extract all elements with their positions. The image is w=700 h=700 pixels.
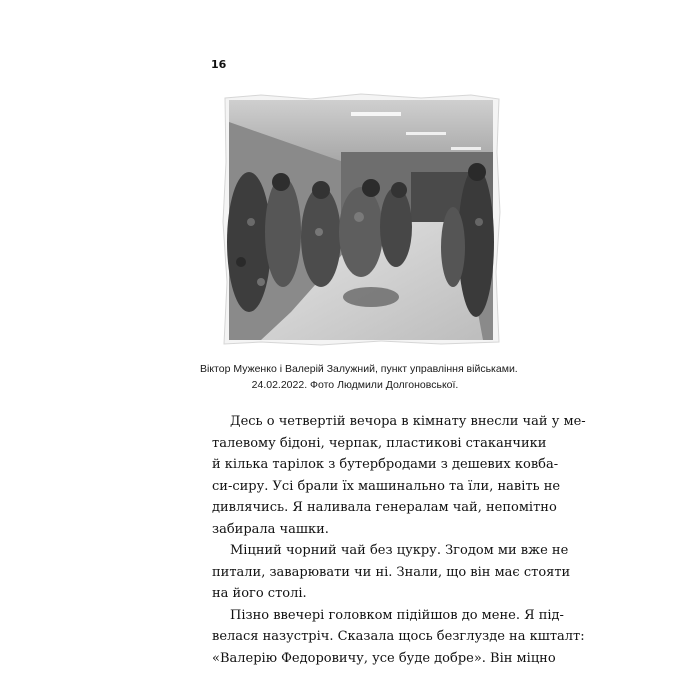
paragraph-line: Міцний чорний чай без цукру. Згодом ми вже не	[230, 543, 569, 558]
photo-caption-line-2: 24.02.2022. Фото Людмили Долгоновської.	[251, 379, 459, 391]
paragraph-line: й кілька тарілок з бутербродами з дешевих ковба-	[212, 457, 559, 472]
paragraph-line: «Валерію Федоровичу, усе буде добре». Він міцно	[212, 650, 556, 666]
paragraph-line: талевому бідоні, черпак, пластикові стаканчики	[212, 435, 547, 451]
photo	[221, 92, 501, 347]
paragraph-line: питали, заварювати чи ні. Знали, що він має стояти	[212, 564, 571, 580]
paragraph-line: дивлячись. Я наливала генералам чай, непомітно	[212, 500, 557, 515]
paragraph-line: Десь о четвертій вечора в кімнату внесли чай у ме-	[230, 414, 586, 429]
body-text	[212, 411, 586, 669]
paragraph-line: на його столі.	[212, 586, 307, 601]
page-number: 16	[211, 58, 227, 71]
photo-illustration	[221, 92, 501, 347]
paragraph-line: забирала чашки.	[212, 521, 329, 537]
paragraph-line: Пізно ввечері головком підійшов до мене. Я під-	[230, 607, 564, 623]
paragraph-line: велася назустріч. Сказала щось безглузде на кшталт:	[212, 629, 585, 644]
paragraph-line: си-сиру. Усі брали їх машинально та їли, навіть не	[212, 478, 561, 494]
photo-caption-line-1: Віктор Муженко і Валерій Залужний, пункт управління військами.	[200, 363, 518, 375]
